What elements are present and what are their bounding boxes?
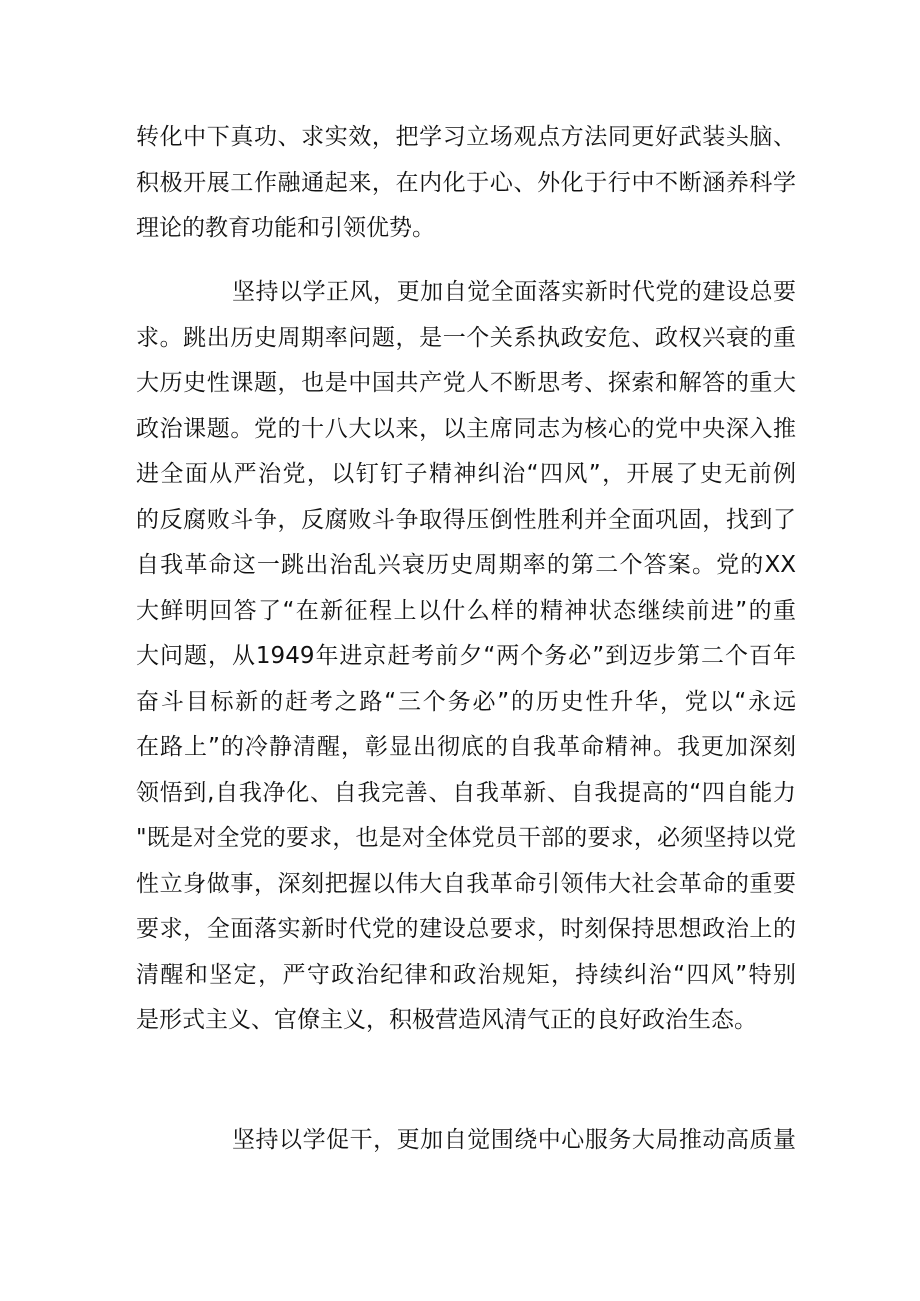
text-line: 转化中下真功、求实效，把学习立场观点方法同更好武装头脑、 — [136, 124, 796, 150]
text-line: 是形式主义、官僚主义，积极营造风清气正的良好政治生态。 — [136, 1007, 757, 1033]
paragraph-3 — [136, 1118, 796, 1164]
text-line: 积极开展工作融通起来，在内化于心、外化于行中不断涵养科学 — [136, 169, 796, 196]
text-line: 要求，全面落实新时代党的建设总要求，时刻保持思想政治上的 — [136, 916, 796, 942]
text-line: 坚持以学促干，更加自觉围绕中心服务大局推动高质量 — [232, 1127, 796, 1153]
text-line: 大鲜明回答了“在新征程上以什么样的精神状态继续前进”的重 — [136, 597, 796, 624]
text-line: 进全面从严治党，以钉钉子精神纠治“四风”，开展了史无前例 — [136, 461, 796, 487]
text-line: 求。跳出历史周期率问题，是一个关系执政安危、政权兴衰的重 — [136, 324, 796, 351]
text-line: 自我革命这一跳出治乱兴衰历史周期率的第二个答案。党的XX — [136, 552, 796, 578]
text-line: 奋斗目标新的赶考之路“三个务必”的历史性升华，党以“永远 — [136, 688, 796, 715]
text-line: 在路上”的冷静清醒，彰显出彻底的自我革命精神。我更加深刻 — [136, 734, 796, 760]
text-line: 性立身做事，深刻把握以伟大自我革命引领伟大社会革命的重要 — [136, 870, 796, 897]
text-line: 领悟到,自我净化、自我完善、自我革新、自我提高的“四自能力 — [136, 779, 796, 806]
text-line: 坚持以学正风，更加自觉全面落实新时代党的建设总要 — [232, 279, 796, 305]
text-line: 政治课题。党的十八大以来，以主席同志为核心的党中央深入推 — [136, 415, 796, 442]
text-line: "既是对全党的要求，也是对全体党员干部的要求，必须坚持以党 — [136, 825, 796, 851]
text-line: 的反腐败斗争，反腐败斗争取得压倒性胜利并全面巩固，找到了 — [136, 506, 796, 533]
text-line: 大问题，从1949年进京赶考前夕“两个务必”到迈步第二个百年 — [136, 643, 796, 669]
text-line: 大历史性课题，也是中国共产党人不断思考、探索和解答的重大 — [136, 370, 796, 396]
text-line: 清醒和坚定，严守政治纪律和政治规矩，持续纠治“四风”特别 — [136, 961, 796, 988]
paragraph-1 — [136, 115, 796, 252]
paragraph-2 — [136, 270, 796, 1044]
text-line: 理论的教育功能和引领优势。 — [136, 215, 435, 241]
